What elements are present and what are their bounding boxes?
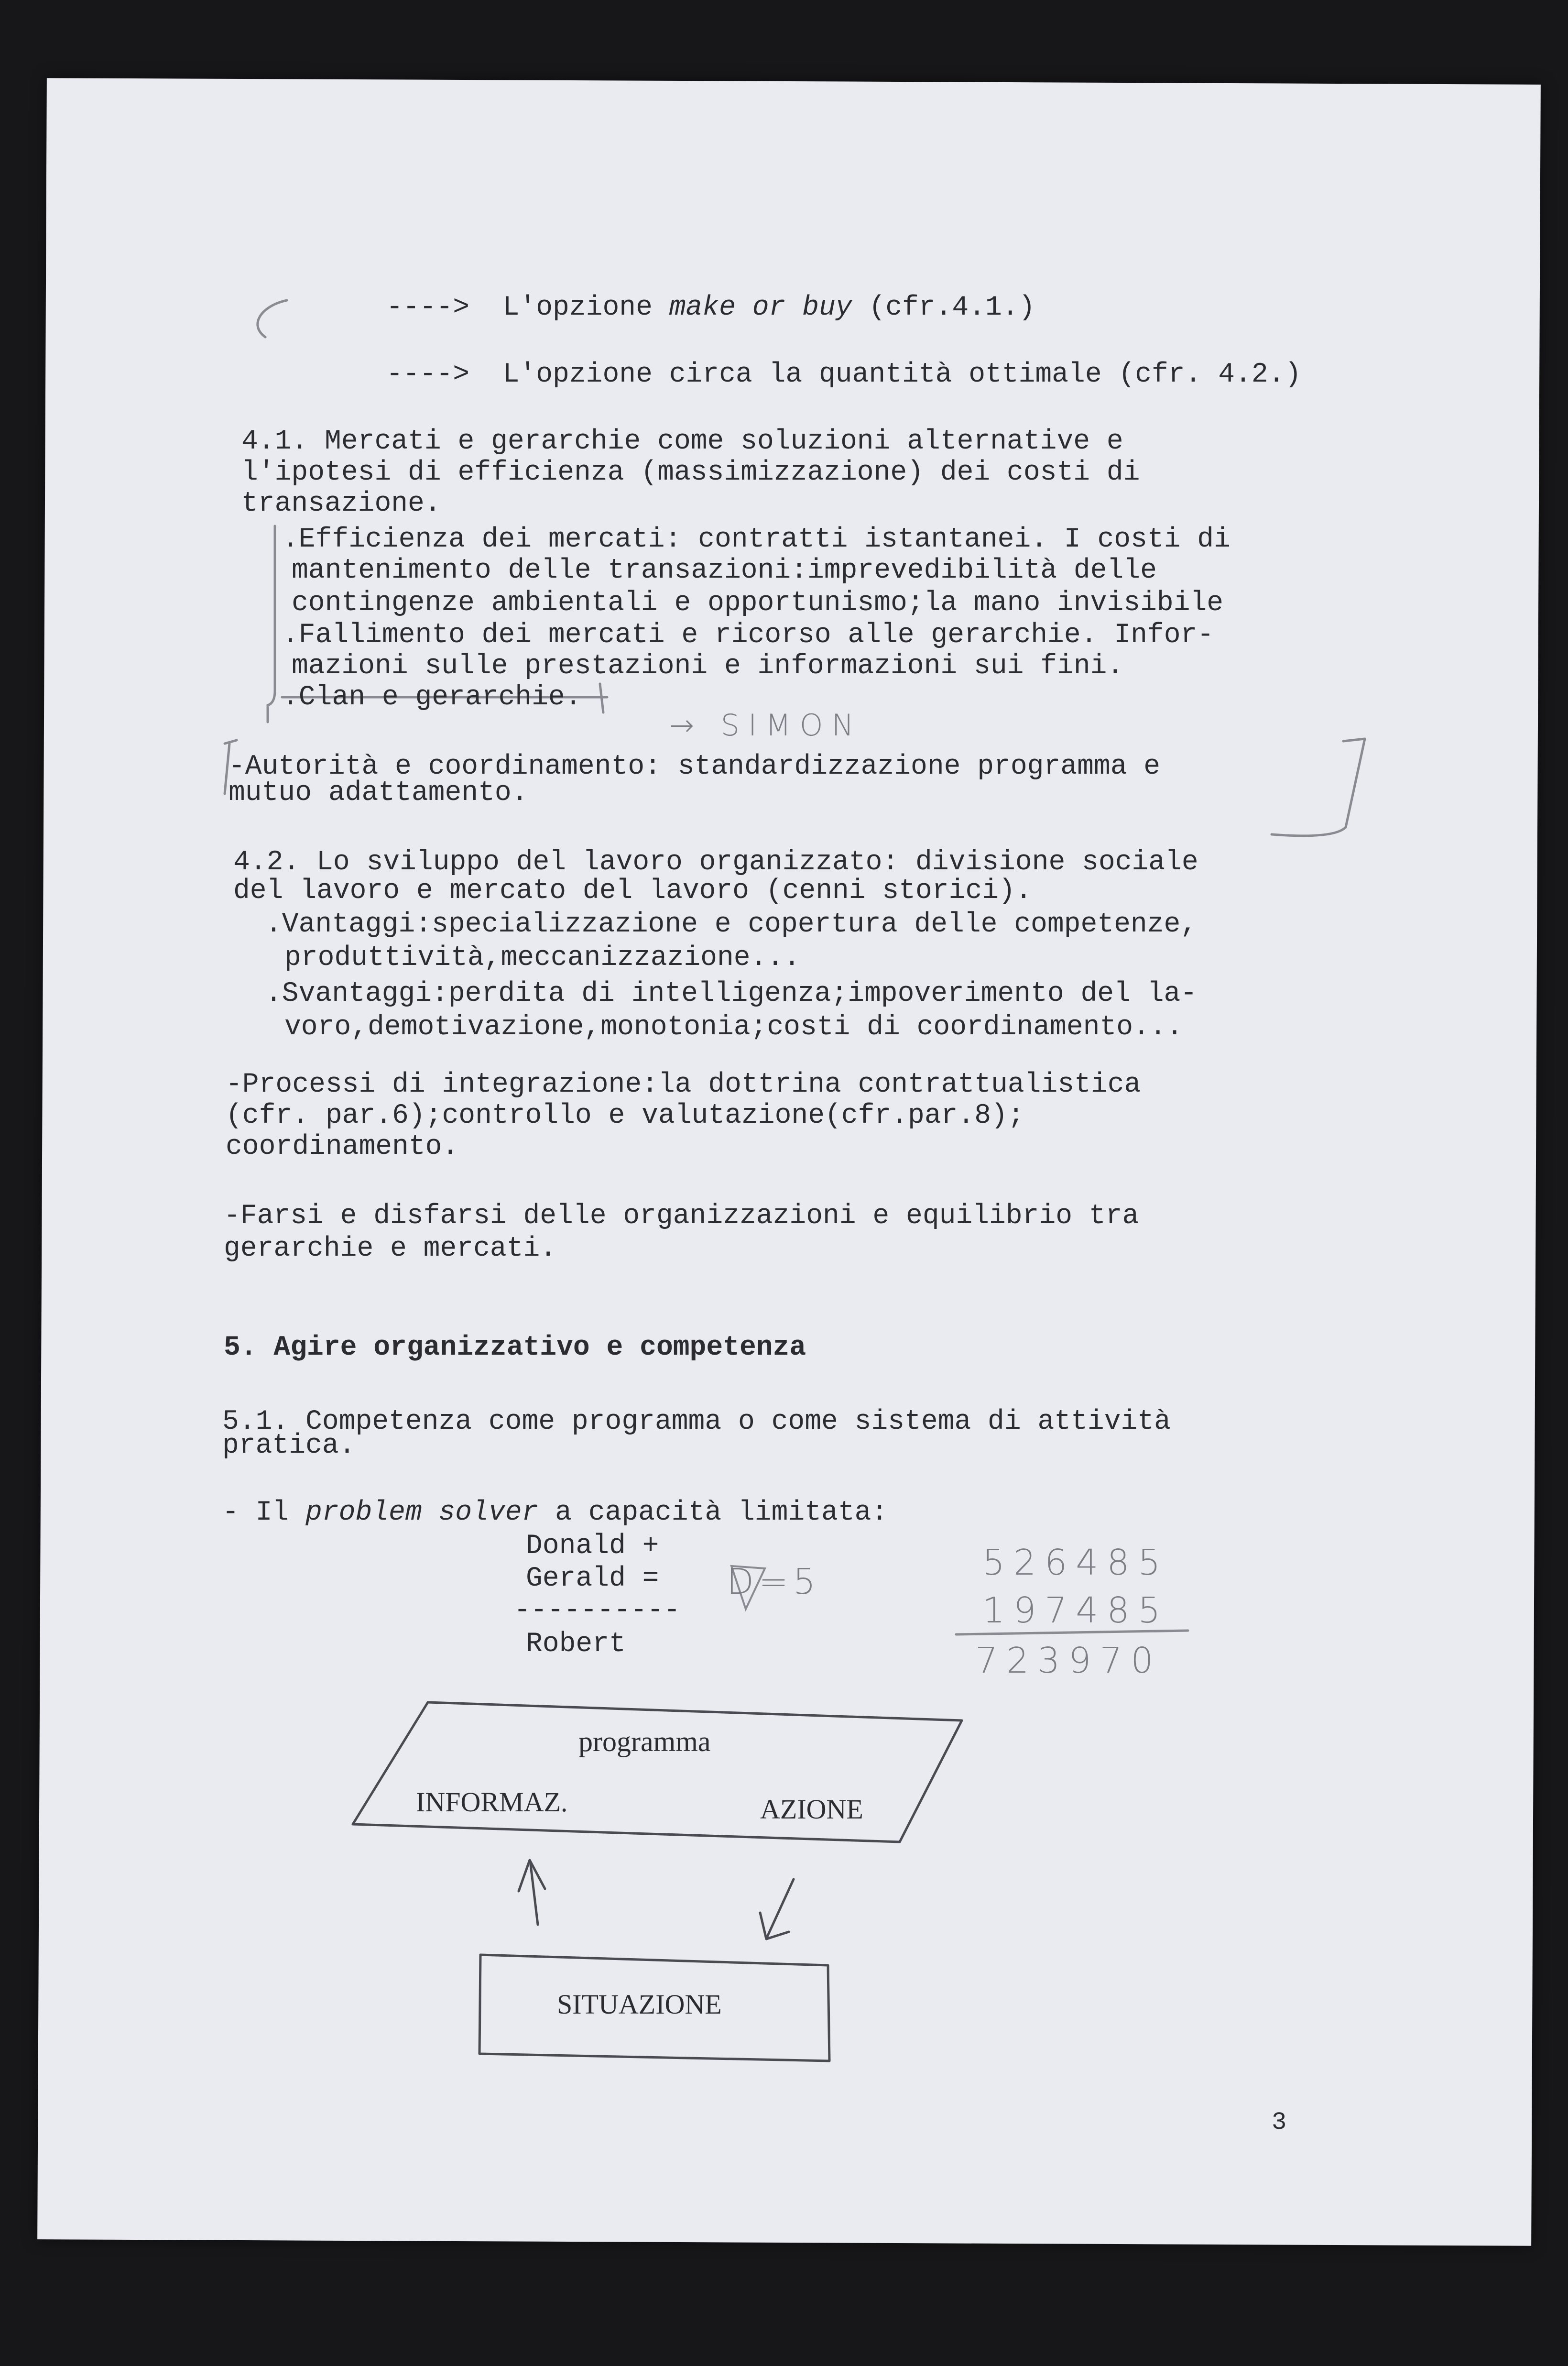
bullet-vantaggi-2: produttività,meccanizzazione... — [284, 942, 800, 974]
problem-solver-line: - Il problem solver a capacità limitata: — [222, 1497, 888, 1528]
bracket-mark — [258, 300, 287, 337]
processi-line2: (cfr. par.6);controllo e valutazione(cfr.par.8); — [226, 1100, 1024, 1131]
option-quantita: ----> L'opzione circa la quantità ottimale (cfr. 4.2.) — [386, 359, 1302, 390]
section-4-1-line3: transazione. — [241, 488, 441, 519]
donald-line: Donald + — [526, 1531, 659, 1562]
diagram-informaz: INFORMAZ. — [416, 1786, 568, 1818]
processi-line3: coordinamento. — [226, 1131, 459, 1162]
bullet-svantaggi: .Svantaggi:perdita di intelligenza;impoverimento del la- — [265, 978, 1198, 1009]
autorita-line1: -Autorità e coordinamento: standardizzazione programma e — [229, 751, 1161, 782]
handwritten-simon: → SIMON — [669, 708, 862, 743]
section-5-1-line2: pratica. — [222, 1430, 356, 1461]
handwritten-delta: D=5 — [727, 1561, 821, 1602]
handwritten-number-1: 526485 — [982, 1542, 1169, 1583]
section-4-1-line2: l'ipotesi di efficienza (massimizzazione) dei costi di — [241, 457, 1140, 488]
programma-parallelogram — [353, 1702, 962, 1842]
page-number: 3 — [1272, 2108, 1287, 2136]
farsi-line2: gerarchie e mercati. — [224, 1233, 557, 1264]
handwritten-number-2: 197485 — [982, 1590, 1169, 1631]
section-5-title: 5. Agire organizzativo e competenza — [224, 1332, 806, 1363]
arrow-up-icon — [519, 1860, 545, 1925]
sum-underline — [956, 1631, 1188, 1634]
sum-dashes: ---------- — [514, 1595, 681, 1626]
right-bracket — [1272, 739, 1365, 836]
gerald-line: Gerald = — [526, 1563, 659, 1594]
diagram-programma: programma — [578, 1726, 711, 1757]
robert-line: Robert — [526, 1629, 626, 1660]
autorita-line2: mutuo adattamento. — [229, 778, 528, 809]
bullet-efficienza-3: contingenze ambientali e opportunismo;la mano invisibile — [292, 588, 1224, 619]
strike-end — [600, 684, 603, 712]
farsi-line1: -Farsi e disfarsi delle organizzazioni e equilibrio tra — [224, 1201, 1139, 1232]
section-4-2-line2: del lavoro e mercato del lavoro (cenni storici). — [233, 876, 1032, 907]
handwritten-number-3: 723970 — [975, 1640, 1162, 1681]
arrow-down-icon — [760, 1879, 794, 1939]
bullet-vantaggi: .Vantaggi:specializzazione e copertura delle competenze, — [265, 909, 1198, 940]
margin-bracket — [268, 526, 275, 722]
bullet-efficienza-2: mantenimento delle transazioni:imprevedibilità delle — [292, 555, 1157, 586]
bullet-fallimento-2: mazioni sulle prestazioni e informazioni sui fini. — [292, 651, 1124, 682]
section-4-2-heading: 4.2. Lo sviluppo del lavoro organizzato: divisione sociale — [233, 847, 1198, 878]
bullet-svantaggi-2: voro,demotivazione,monotonia;costi di coordinamento... — [284, 1012, 1183, 1043]
diagram-azione: AZIONE — [760, 1794, 863, 1825]
section-5-1-line1: 5.1. Competenza come programma o come sistema di attività — [222, 1406, 1171, 1437]
processi-line1: -Processi di integrazione:la dottrina contrattualistica — [226, 1069, 1141, 1100]
section-4-1-heading: 4.1. Mercati e gerarchie come soluzioni alternative e — [241, 426, 1123, 457]
bullet-efficienza: .Efficienza dei mercati: contratti istantanei. I costi di — [282, 524, 1230, 555]
bullet-fallimento: .Fallimento dei mercati e ricorso alle gerarchie. Infor- — [282, 620, 1214, 651]
option-make-or-buy: ----> L'opzione make or buy (cfr.4.1.) — [386, 292, 1035, 323]
diagram-situazione: SITUAZIONE — [557, 1989, 722, 2020]
bullet-clan: .Clan e gerarchie. — [282, 682, 582, 713]
